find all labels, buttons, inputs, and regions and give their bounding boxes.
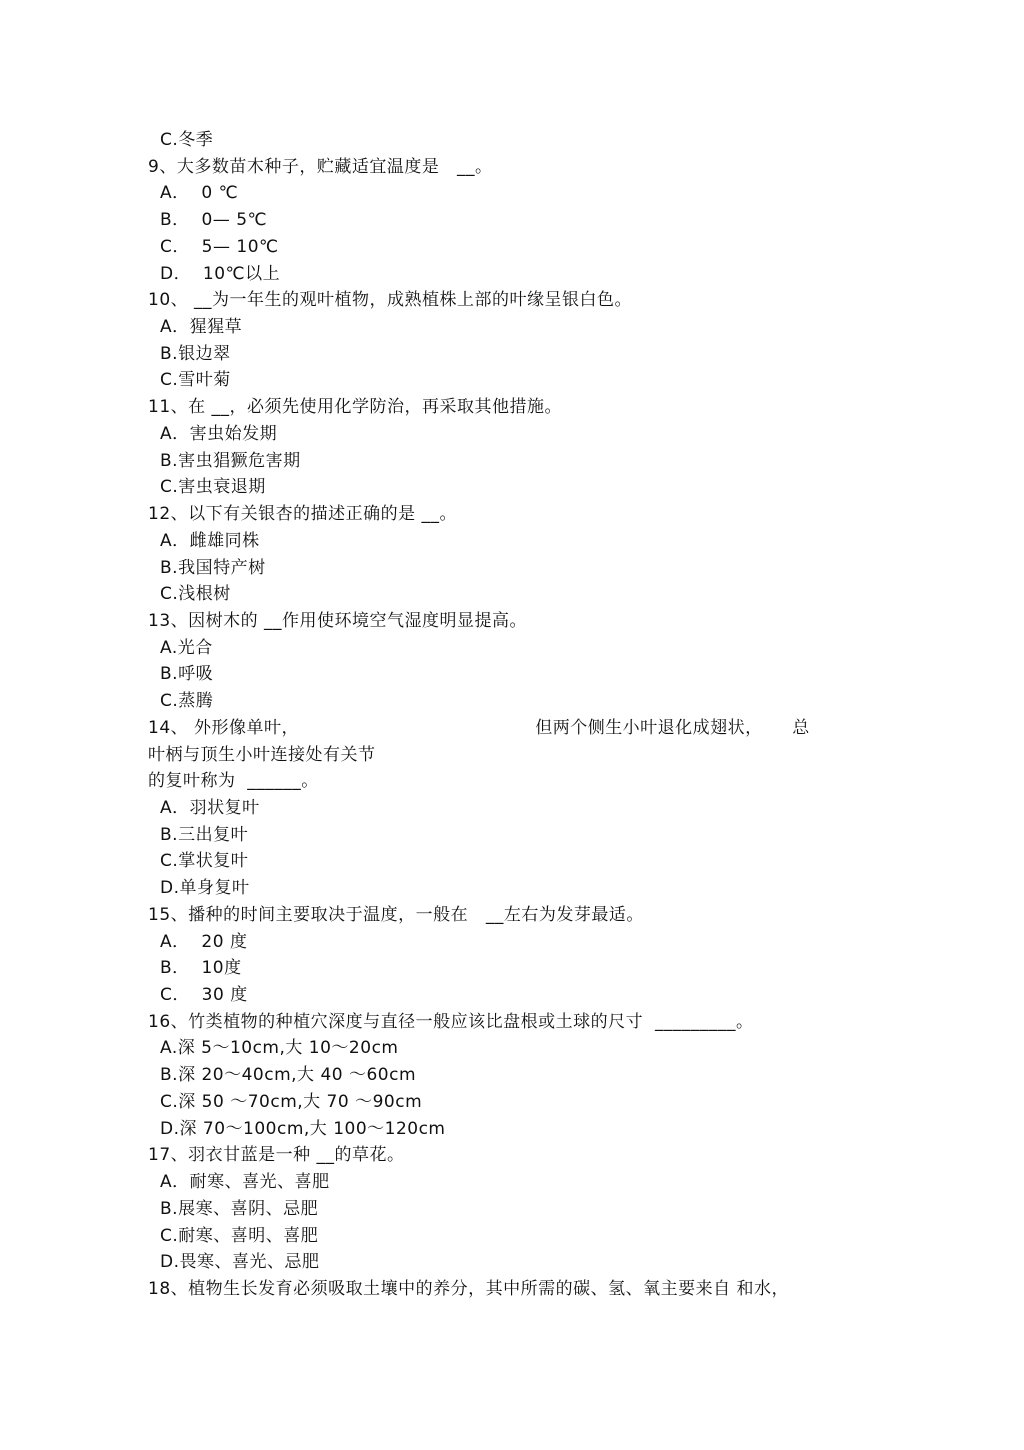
option-line: A．雌雄同株: [160, 531, 260, 551]
option-line: A.光合: [160, 638, 213, 658]
option-line: A．耐寒、喜光、喜肥: [160, 1172, 330, 1192]
option-line: B． 10度: [160, 958, 242, 978]
question-line: 10、 __为一年生的观叶植物，成熟植株上部的叶缘呈银白色。: [148, 290, 633, 310]
option-line: C． 30 度: [160, 985, 248, 1005]
option-line: B.呼吸: [160, 664, 214, 684]
option-line: A． 0 ℃: [160, 183, 239, 203]
option-line: A． 20 度: [160, 932, 248, 952]
option-line: C.冬季: [160, 130, 214, 150]
option-line: A．害虫始发期: [160, 424, 278, 444]
option-line: C.耐寒、喜明、喜肥: [160, 1226, 319, 1246]
option-line: A.深 5～10cm,大 10～20cm: [160, 1038, 399, 1058]
option-line: D.单身复叶: [160, 878, 250, 898]
question-line: 11、在 __，必须先使用化学防治，再采取其他措施。: [148, 397, 563, 417]
question-line: 9、大多数苗木种子，贮藏适宜温度是 __。: [148, 157, 493, 177]
option-line: C.蒸腾: [160, 691, 214, 711]
option-line: A．猩猩草: [160, 317, 243, 337]
question-line: 的复叶称为 ______。: [148, 771, 319, 791]
option-line: D.深 70～100cm,大 100～120cm: [160, 1119, 446, 1139]
option-line: D.畏寒、喜光、忌肥: [160, 1252, 320, 1272]
option-line: C.雪叶菊: [160, 370, 231, 390]
option-line: C.深 50 ～70cm,大 70 ～90cm: [160, 1092, 423, 1112]
option-line: B.害虫猖獗危害期: [160, 451, 301, 471]
question-line: 16、竹类植物的种植穴深度与直径一般应该比盘根或土球的尺寸 _________。: [148, 1012, 754, 1032]
option-line: B． 0— 5℃: [160, 210, 268, 230]
option-line: C.害虫衰退期: [160, 477, 266, 497]
question-line: 13、因树木的 __作用使环境空气湿度明显提高。: [148, 611, 528, 631]
option-line: D． 10℃以上: [160, 264, 281, 284]
question-line: 14、 外形像单叶， 但两个侧生小叶退化成翅状， 总: [148, 718, 810, 738]
option-line: A．羽状复叶: [160, 798, 260, 818]
option-line: B.银边翠: [160, 344, 231, 364]
option-line: B.展寒、喜阴、忌肥: [160, 1199, 319, 1219]
option-line: B.深 20～40cm,大 40 ～60cm: [160, 1065, 417, 1085]
question-line: 12、以下有关银杏的描述正确的是 __。: [148, 504, 458, 524]
question-line: 18、植物生长发育必须吸取土壤中的养分，其中所需的碳、氢、氧主要来自 和水，: [148, 1279, 790, 1299]
question-line: 15、播种的时间主要取决于温度，一般在 __左右为发芽最适。: [148, 905, 644, 925]
option-line: C． 5— 10℃: [160, 237, 279, 257]
option-line: C.浅根树: [160, 584, 231, 604]
option-line: C.掌状复叶: [160, 851, 249, 871]
question-line: 叶柄与顶生小叶连接处有关节: [148, 745, 376, 765]
option-line: B.我国特产树: [160, 558, 266, 578]
option-line: B.三出复叶: [160, 825, 249, 845]
question-line: 17、羽衣甘蓝是一种 __的草花。: [148, 1145, 405, 1165]
